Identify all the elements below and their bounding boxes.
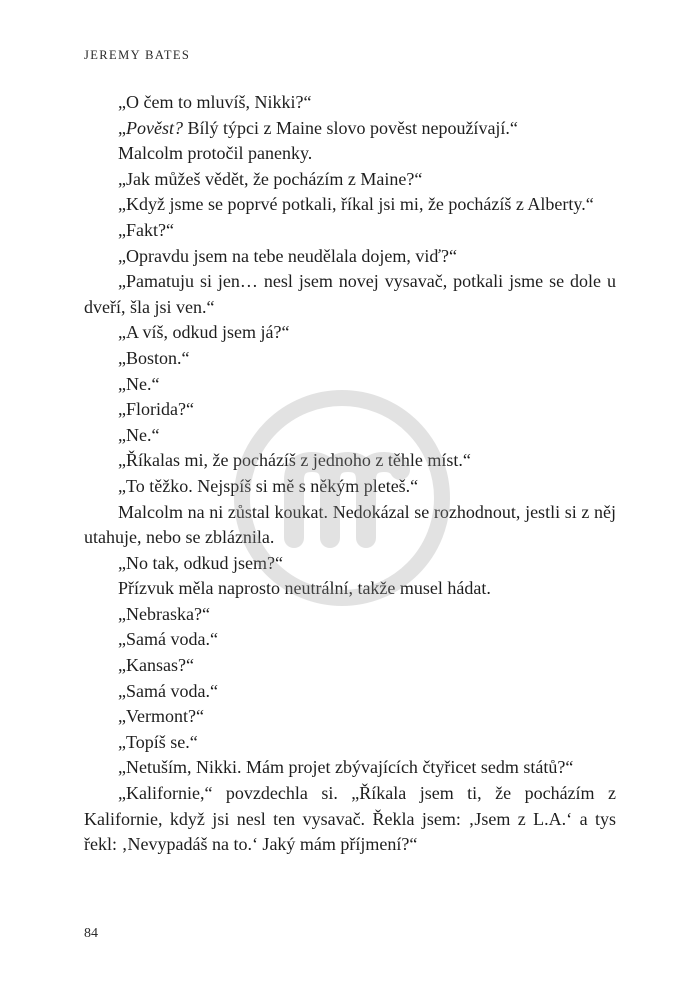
paragraph: Přízvuk měla naprosto neutrální, takže musel hádat. xyxy=(118,578,491,599)
paragraph: „Fakt?“ xyxy=(118,219,174,240)
paragraph: „Nebraska?“ xyxy=(118,603,210,624)
paragraph: „Florida?“ xyxy=(118,399,194,420)
running-head: JEREMY BATES xyxy=(84,48,191,62)
paragraph: „Opravdu jsem na tebe neudělala dojem, viď?“ xyxy=(118,245,458,266)
paragraph: „Vermont?“ xyxy=(118,706,204,727)
paragraph: „Boston.“ xyxy=(118,347,190,368)
paragraph: „O čem to mluvíš, Nikki?“ xyxy=(118,92,312,112)
paragraph: „Samá voda.“ xyxy=(118,629,218,650)
paragraph xyxy=(84,116,616,142)
page-number: 84 xyxy=(84,926,98,941)
paragraph: „A víš, odkud jsem já?“ xyxy=(118,322,290,343)
paragraph-rest: Bílý týpci z Maine slovo pověst nepoužívají.“ xyxy=(187,117,518,138)
paragraph: „Říkalas mi, že pocházíš z jednoho z těhle míst.“ xyxy=(118,450,471,471)
paragraph: „Samá voda.“ xyxy=(118,680,218,701)
paragraph: „Topíš se.“ xyxy=(118,731,198,752)
paragraph: „Kansas?“ xyxy=(118,655,194,676)
paragraph: „Ne.“ xyxy=(118,424,160,445)
body-text xyxy=(84,90,616,858)
paragraph: „Ne.“ xyxy=(118,373,160,394)
paragraph: „To těžko. Nejspíš si mě s někým pleteš.“ xyxy=(118,475,419,496)
paragraph: Malcolm protočil panenky. xyxy=(118,143,313,164)
paragraph: „Kalifornie,“ povzdechla si. „Říkala jsem ti, že pocházím z Kalifornie, když jsi nesl ten vysavač. Řekla jsem: ‚Jsem z L.A.‘ a tys řekl: ‚Nevypadáš na to.‘ Jaký mám příjmení?“ xyxy=(84,783,616,855)
paragraph: „Jak můžeš vědět, že pocházím z Maine?“ xyxy=(118,168,423,189)
paragraph: Malcolm na ni zůstal koukat. Nedokázal se rozhodnout, jestli si z něj utahuje, nebo se zbláznila. xyxy=(84,501,616,548)
paragraph: „Když jsme se poprvé potkali, říkal jsi mi, že pocházíš z Alberty.“ xyxy=(118,194,594,215)
open-quote: „ xyxy=(118,117,126,138)
paragraph: „Pamatuju si jen… nesl jsem novej vysavač, potkali jsme se dole u dveří, šla jsi ven.“ xyxy=(84,271,616,317)
paragraph: „Netuším, Nikki. Mám projet zbývajících čtyřicet sedm států?“ xyxy=(118,757,574,778)
italic-word: Pověst? xyxy=(126,117,183,138)
paragraph: „No tak, odkud jsem?“ xyxy=(118,552,283,573)
